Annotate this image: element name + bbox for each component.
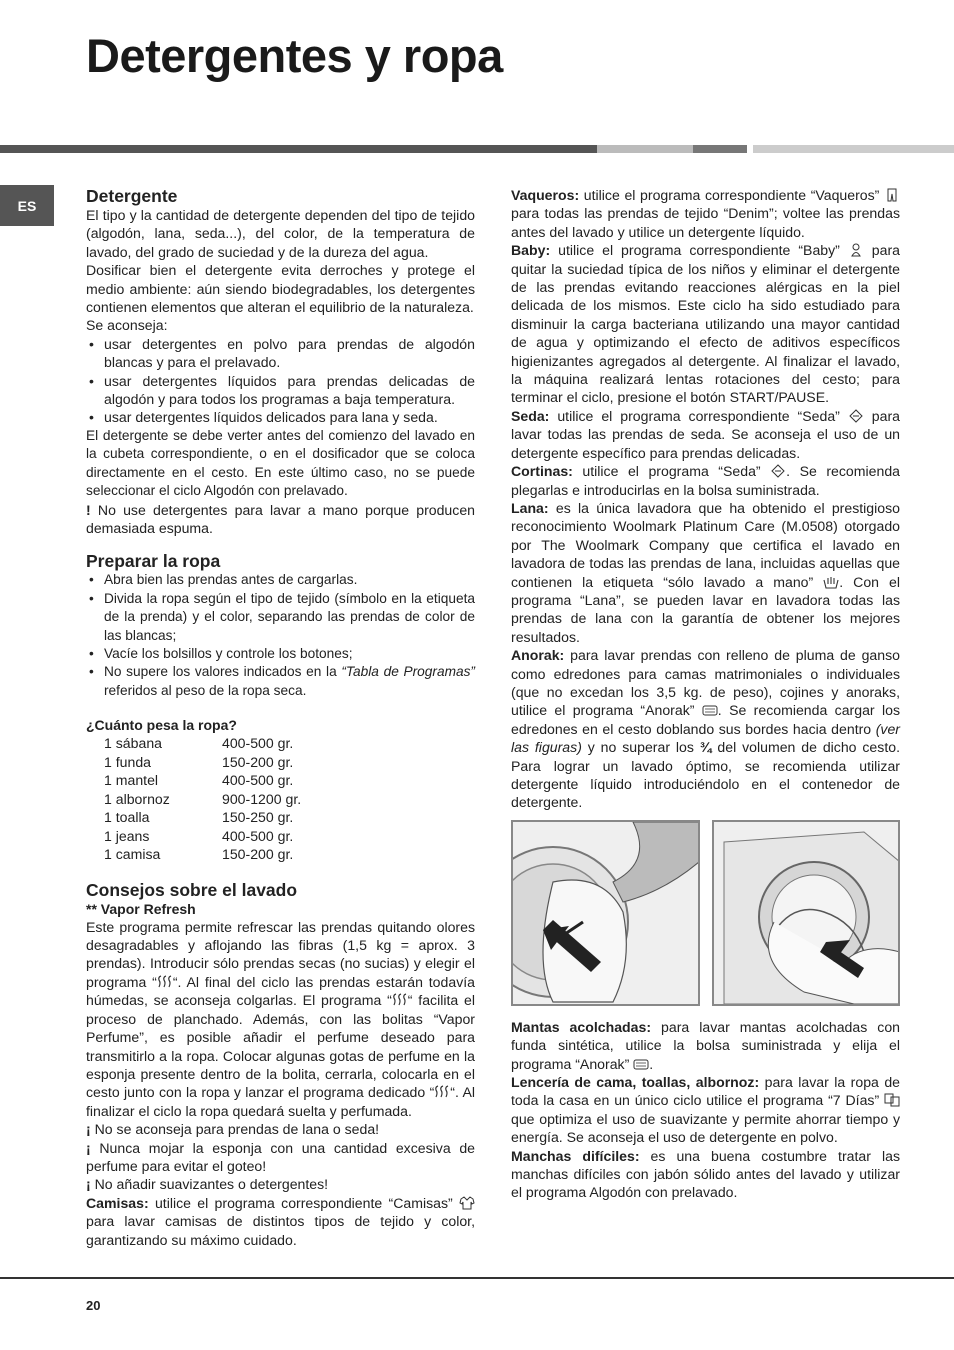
label-vaqueros: Vaqueros: [511,187,580,203]
label-seda: Seda: [511,407,550,424]
paragraph [511,241,900,407]
text-run: lana [302,1121,329,1138]
label-mantas: Mantas acolchadas: [511,1018,652,1035]
paragraph: El tipo y la cantidad de detergente dependen del tipo de tejido (algodón, lana, seda...), del color, de la temperatura de lavado, del grado de suciedad y de la dureza del agua. [86,207,475,260]
figures [511,820,900,1006]
label-manchas: Manchas difíciles: [511,1147,640,1164]
paragraph [511,646,900,812]
text-run: . Con el programa “Lana”, se pueden lavar en lavadora todas las prendas de lana con la garantía de obtener los mejores resultados. [511,573,900,645]
label-cortinas: Cortinas: [511,463,573,480]
text-run: utilice el programa correspondiente “Seda” [549,407,848,424]
paragraph [511,407,900,462]
page-number: 20 [86,1298,101,1313]
warning-mark: ¡ [86,1139,91,1156]
list-item: • Abra bien las prendas antes de cargarlas. [104,571,475,589]
left-column [86,186,475,1249]
list-item: • usar detergentes líquidos para prendas delicadas de algodón y para todos los programas a baja temperatura. [104,372,475,409]
text-run: seda [344,1121,376,1138]
table-row [104,771,301,790]
detergent-list [86,335,475,427]
text-run: . Se recomienda plegarlas e introducirlas en la bolsa suministrada. [511,463,900,498]
hand-wash-icon [823,575,839,589]
table-row [104,790,301,809]
text-run: es una buena costumbre tratar las manchas difíciles con jabón sólido antes del lavado y utilizar el programa Algodón con prelavado. [511,1147,900,1201]
text-run: Nunca mojar la esponja con una cantidad excesiva de perfume para evitar el goteo! [86,1139,475,1174]
header-bar-dark [0,145,597,153]
paragraph [511,1147,900,1202]
text-run: Este programa permite refrescar las prendas quitando olores desagradables y aflojando las fibras (1,5 kg = aprox. 3 prendas). Introducir sólo prendas secas (no sucias) y elegir el programa “ [86,918,475,990]
weights-heading: ¿Cuánto pesa la ropa? [86,717,237,734]
warning-mark: ! [86,501,91,518]
text-run: para lavar todas las prendas de seda. Se aconseja el uso de un detergente específico para prendas delicadas. [511,407,900,461]
paragraph [511,462,900,499]
weight-cell: 150-200 gr. [222,846,294,863]
warning-mark: ¡ [86,1121,91,1138]
text-run: del volumen de dicho cesto. Para lograr un lavado óptimo, se recomienda utilizar detergente líquido introduciéndolo en el contenedor de detergente. [511,739,900,811]
paragraph [511,1073,900,1147]
list-item: • usar detergentes líquidos delicados para lana y seda. [104,408,475,426]
header-bar-light-2 [753,145,954,153]
text-run: No añadir suavizantes o detergentes! [94,1176,329,1193]
paragraph [86,918,475,1120]
weight-cell: 400-500 gr. [222,772,294,789]
paragraph: El detergente se debe verter antes del comienzo del lavado en la cubeta correspondiente, o en el dosificador que se coloca directamente en el cesto. En este último caso, no se puede seleccionar el ciclo Algodón con prelavado. [86,427,475,499]
illustration-loading-duvet [513,822,699,1004]
program-table-reference: “Tabla de Programas” [341,664,475,680]
text-run: “ facilita el proceso de planchado. Además, con las bolitas “Vapor Perfume”, es posible añadir el perfume deseado para transmitirlo a la ropa. Colocar algunas gotas de perfume en la esponja presente dentro de la bolita, cerrarla, colocarla en el cesto junto con la ropa y lanzar el programa dedicado “ [86,992,475,1101]
weight-cell: 900-1200 gr. [222,790,302,807]
text-run: que optimiza el uso de suavizante y permite ahorrar tiempo y energía. Se aconseja el uso de detergente en polvo. [511,1110,900,1146]
prepare-list [86,571,475,700]
item-cell: 1 toalla [104,809,150,826]
figure-load-washer [511,820,700,1006]
item-cell: 1 jeans [104,827,150,844]
text-run: es la única lavadora que ha obtenido el prestigioso reconocimiento Woolmark Platinum Care (M.0508) otorgado por The Woolmark Company que certifica el lavado en lavadora de todas las prendas de lana, incluidas aquellas que contienen la etiqueta “sólo lavado a mano” [511,499,900,590]
paragraph: Dosificar bien el detergente evita derroches y protege el medio ambiente: aún siendo biodegradables, los detergentes contienen elementos que alteran el equilibrio de la naturaleza. [86,262,475,316]
list-item-text: referidos al peso de la ropa seca. [104,682,307,698]
section-heading-detergente: Detergente [86,186,178,206]
steam-icon [157,975,173,989]
item-cell: 1 albornoz [104,790,170,807]
paragraph [511,1018,900,1073]
text-run: “. Al final del ciclo las prendas estarán todavía húmedas, se aconseja colgarlas. El programa “ [86,973,475,1009]
illustration-folding-duvet [714,822,900,1004]
header-bar-mid [693,145,747,153]
text-run: para lavar mantas acolchadas con funda sintética, utilice la bolsa suministrada y elija el programa “Anorak” [511,1018,900,1072]
text-run: utilice el programa correspondiente “Baby” [550,242,848,259]
silk-icon [770,464,786,478]
text-run: para todas las prendas de tejido “Denim”; voltee las prendas antes del lavado y utilice un detergente líquido. [511,205,900,240]
table-row [104,808,301,827]
figure-fold-edges [712,820,901,1006]
text-run: para quitar la suciedad típica de los niños y eliminar el detergente de las prendas evitando reacciones alérgicas en la piel delicada de los mismos. Este ciclo ha sido estudiado para disminuir la carga bacteriana utilizando una mayor cantidad de agua y optimizando el efecto de aditivos específicos higienizantes agregados al detergente. Al finalizar el lavado, la máquina realizará lentas rotaciones del cesto; para terminar el ciclo, presione el botón START/PAUSE. [511,242,900,406]
anorak-icon [702,703,718,717]
figure-reference: (ver las figuras) [511,720,900,756]
warning-paragraph [86,1120,475,1138]
weight-cell: 400-500 gr. [222,735,294,752]
item-cell: 1 camisa [104,846,161,863]
text-run: utilice el programa “Seda” [572,463,771,480]
shirt-icon [459,1196,475,1210]
table-row [104,753,301,772]
text-run: . [649,1055,654,1072]
steam-icon [392,993,408,1007]
seven-days-icon [884,1093,900,1107]
page-title: Detergentes y ropa [86,29,503,82]
language-tab: ES [0,185,54,226]
label-lenceria: Lencería de cama, toallas, albornoz: [511,1074,760,1091]
item-cell: 1 funda [104,753,152,770]
text-run: No se aconseja para prendas de [94,1121,303,1138]
text-run: utilice el programa correspondiente “Camisas” [148,1194,459,1211]
paragraph [511,186,900,241]
text-run: . Se recomienda cargar los edredones en el cesto doblando sus bordes hacia dentro [511,702,900,737]
list-item-text: No supere los valores indicados en la [104,664,342,680]
warning-paragraph [86,1139,475,1176]
silk-icon [848,409,864,423]
weight-cell: 150-250 gr. [222,809,294,826]
text-run: o [328,1121,345,1138]
warning-paragraph [86,501,475,538]
text-run: ! [375,1121,380,1138]
list-item: • usar detergentes en polvo para prendas de algodón blancas y para el prelavado. [104,335,475,372]
text-run: y no superar los [581,739,700,756]
text-run: para lavar prendas con relleno de pluma de ganso como edredones para camas matrimoniales o individuales (que no excedan los 3,5 kg. de peso), cojines y anoraks, utilice el programa “Anorak” [511,647,900,719]
table-row [104,734,301,753]
anorak-icon [633,1057,649,1071]
weight-cell: 150-200 gr. [222,753,294,770]
steam-icon [434,1085,450,1099]
text-run: utilice el programa correspondiente “Vaqueros” [579,187,884,203]
subheading-vapor-refresh: ** Vapor Refresh [86,900,196,917]
header-bar-light-1 [597,145,693,153]
label-lana: Lana: [511,499,549,516]
fraction: ¾ [699,739,712,756]
section-heading-consejos: Consejos sobre el lavado [86,879,298,900]
table-row [104,845,301,864]
text-run: “. Al finalizar el ciclo la ropa quedará suelta y perfumada. [86,1084,475,1119]
table-row [104,827,301,846]
warning-paragraph [86,1175,475,1193]
list-item [104,663,475,700]
label-baby: Baby: [511,242,551,259]
list-item: • Vacíe los bolsillos y controle los botones; [104,645,475,663]
weight-cell: 400-500 gr. [222,827,294,844]
text-run: para lavar camisas de distintos tipos de tejido y color, garantizando su máximo cuidado. [86,1213,475,1248]
label-anorak: Anorak: [511,647,565,664]
jeans-icon [884,188,900,202]
text-run: para lavar la ropa de toda la casa en un único ciclo utilice el programa “7 Días” [511,1074,900,1109]
label-camisas: Camisas: [86,1194,149,1211]
baby-icon [848,243,864,257]
list-item: • Divida la ropa según el tipo de tejido (símbolo en la etiqueta de la prenda) y el color, separando las prendas de color de las blancas; [104,590,475,645]
item-cell: 1 sábana [104,735,162,752]
weights-table [104,734,301,864]
warning-mark: ¡ [86,1176,91,1193]
right-column [511,186,900,1202]
warning-text: No use detergentes para lavar a mano porque producen demasiada espuma. [86,501,475,536]
section-heading-preparar: Preparar la ropa [86,551,221,572]
paragraph: Se aconseja: [86,317,168,334]
footer-divider [0,1277,954,1279]
paragraph [511,499,900,646]
paragraph [86,1194,475,1249]
item-cell: 1 mantel [104,772,159,789]
